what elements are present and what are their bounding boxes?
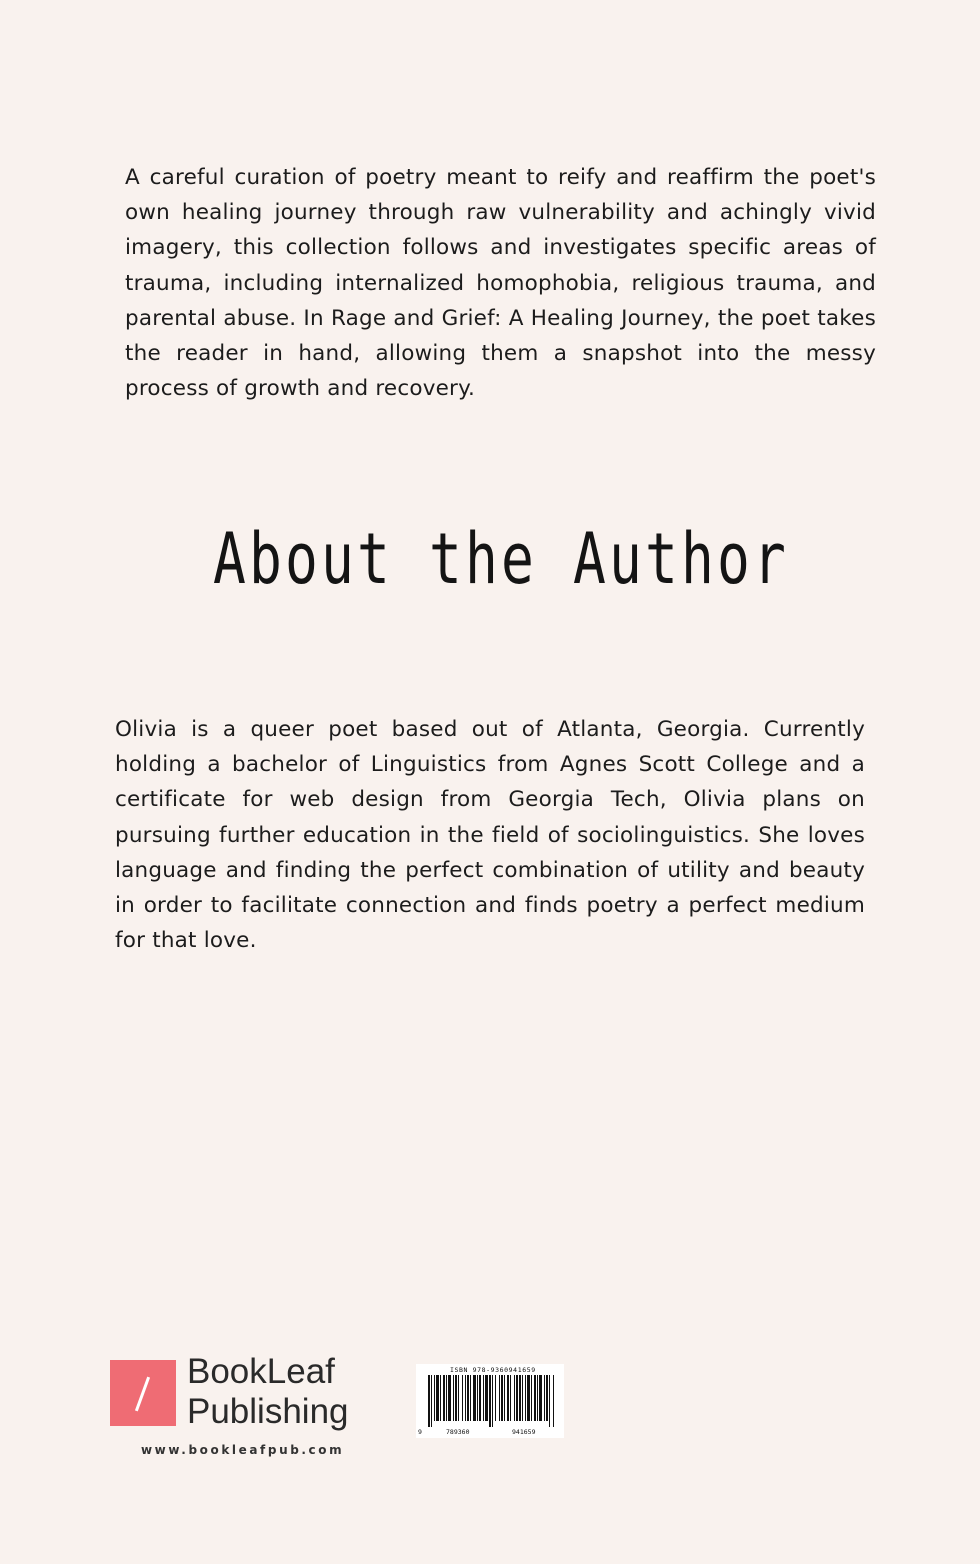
barcode-bar [436, 1375, 439, 1421]
barcode-bar [537, 1375, 538, 1421]
slash-icon [135, 1377, 150, 1412]
barcode-bar [495, 1375, 496, 1421]
publisher-logo [110, 1352, 360, 1431]
logo-subtitle: Publishing [187, 1392, 349, 1431]
barcode-bar [470, 1375, 471, 1421]
author-bio: Olivia is a queer poet based out of Atlanta, Georgia. Currently holding a bachelor of Linguistics from Agnes Scott College and a certificate for web design from Georgia Tech, Olivia plans on pursuing further education in the field of sociolinguistics. She loves language and finding the perfect combination of utility and beauty in order to facilitate connection and finds poetry a perfect medium for that love. [115, 717, 865, 954]
barcode-bar [458, 1375, 459, 1421]
barcode-bar [473, 1375, 476, 1421]
logo-mark [110, 1360, 176, 1426]
barcode-bar [443, 1375, 445, 1421]
about-author-heading: About the Author [213, 518, 789, 600]
barcode-bar [549, 1375, 550, 1427]
barcode-bar [462, 1375, 463, 1421]
barcode-bar [539, 1375, 542, 1421]
barcode-bar [544, 1375, 545, 1421]
barcode-bar [467, 1375, 469, 1421]
barcode-bar [525, 1375, 526, 1421]
barcode-bar [492, 1375, 493, 1427]
barcode-bar [479, 1375, 481, 1421]
barcode-bar [477, 1375, 478, 1421]
barcode-bar [428, 1375, 430, 1427]
barcode-bar [434, 1375, 435, 1421]
barcode-bar [465, 1375, 466, 1421]
barcode-bar [501, 1375, 503, 1421]
barcode-digit-first: 9 [418, 1428, 422, 1436]
barcode-bar [516, 1375, 518, 1421]
barcode-bar [455, 1375, 457, 1421]
barcode-bar [483, 1375, 484, 1421]
barcode-bar [527, 1375, 530, 1421]
barcode-bar [440, 1375, 441, 1421]
barcode-bar [499, 1375, 500, 1421]
barcode-bar [534, 1375, 536, 1421]
barcode-bars-icon [424, 1375, 558, 1427]
barcode-bar [485, 1375, 488, 1421]
barcode-digits-left: 789360 [446, 1428, 470, 1436]
book-description: A careful curation of poetry meant to reify and reaffirm the poet's own healing journey through raw vulnerability and achingly vivid imagery, this collection follows and investigates specific areas of trauma, including internalized homophobia, religious trauma, and parental abuse. In Rage and Grief: A Healing Journey, the poet takes the reader in hand, allowing them a snapshot into the messy process of growth and recovery. [125, 165, 876, 402]
barcode-bar [504, 1375, 505, 1421]
isbn-label: ISBN 978-9360941659 [450, 1366, 536, 1374]
barcode-bar [446, 1375, 447, 1421]
barcode-bar [510, 1375, 511, 1421]
barcode-bar [514, 1375, 515, 1421]
publisher-website: www.bookleafpub.com [141, 1443, 345, 1457]
isbn-barcode [416, 1364, 564, 1438]
barcode-bar [519, 1375, 521, 1421]
barcode-bar [522, 1375, 523, 1421]
barcode-bar [448, 1375, 451, 1421]
barcode-bar [531, 1375, 532, 1421]
barcode-digits-right: 941659 [512, 1428, 536, 1436]
barcode-bar [553, 1375, 554, 1427]
logo-name: BookLeaf [187, 1352, 335, 1391]
barcode-bar [431, 1375, 432, 1427]
barcode-bar [546, 1375, 548, 1421]
barcode-bar [507, 1375, 509, 1421]
barcode-bar [489, 1375, 491, 1427]
barcode-bar [453, 1375, 454, 1421]
